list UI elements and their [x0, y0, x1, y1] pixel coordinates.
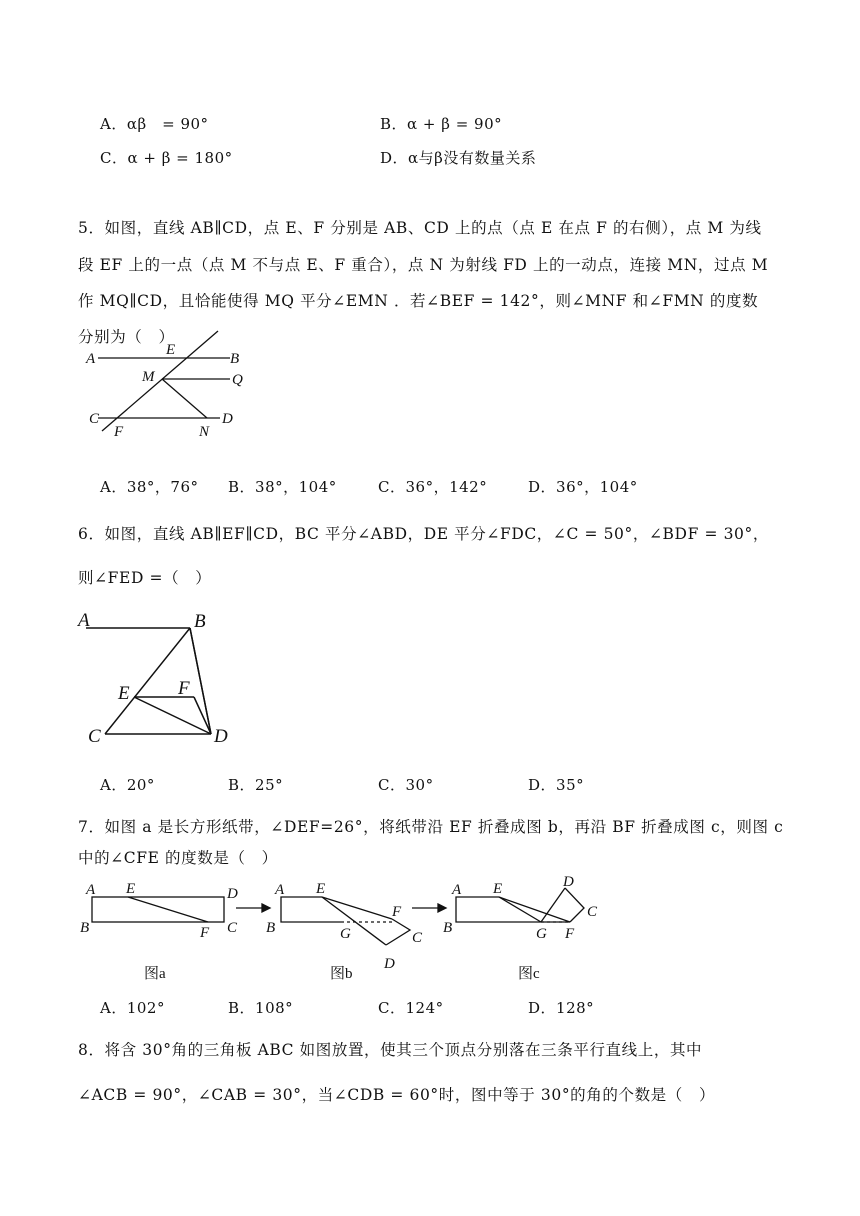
q5-option-a: A．38°，76° — [100, 478, 199, 496]
q5-stem-line-1: 5．如图，直线 AB∥CD，点 E、F 分别是 AB、CD 上的点（点 E 在点 F 的右侧），点 M 为线 — [78, 219, 762, 237]
q5-stem-line-4: 分别为（ ） — [78, 328, 175, 346]
q7a-label-e: E — [126, 881, 136, 897]
q5-stem-line-2: 段 EF 上的一点（点 M 不与点 E、F 重合），点 N 为射线 FD 上的一动点，连接 MN，过点 M — [78, 256, 769, 274]
q7-option-d: D．128° — [528, 999, 595, 1017]
q5-option-d: D．36°，104° — [528, 478, 638, 496]
q6-label-d: D — [214, 726, 228, 747]
q7b-label-c: C — [412, 930, 423, 946]
q6-label-c: C — [88, 726, 101, 747]
q7c-label-g: G — [536, 926, 547, 942]
q7-option-a: A．102° — [100, 999, 165, 1017]
q4-option-c: C．α + β = 180° — [100, 149, 233, 167]
q7c-label-c: C — [587, 904, 598, 920]
q4-option-b: B．α + β = 90° — [380, 115, 503, 133]
q7b-label-e: E — [316, 881, 326, 897]
q7-stem-line-2: 中的∠CFE 的度数是（ ） — [78, 849, 278, 867]
q6-option-c: C．30° — [378, 776, 434, 794]
q6-label-a: A — [78, 610, 90, 631]
q7-caption-a: 图a — [144, 966, 166, 982]
q5-label-m: M — [142, 369, 155, 385]
q8-stem-line-1: 8．将含 30°角的三角板 ABC 如图放置，使其三个顶点分别落在三条平行直线上，其中 — [78, 1041, 703, 1059]
q7a-label-a: A — [86, 882, 96, 898]
q5-label-q: Q — [232, 372, 243, 388]
q7b-label-d: D — [384, 956, 395, 972]
q4-option-a: A．αβ = 90° — [100, 115, 209, 133]
q7-option-b: B．108° — [228, 999, 294, 1017]
q6-option-a: A．20° — [100, 776, 155, 794]
q7a-label-f: F — [200, 925, 210, 941]
q5-label-c: C — [89, 411, 100, 427]
q6-option-b: B．25° — [228, 776, 284, 794]
q4-option-d: D．α与β没有数量关系 — [380, 149, 537, 167]
q7-caption-b: 图b — [330, 966, 353, 982]
q7-option-c: C．124° — [378, 999, 444, 1017]
q8-stem-line-2: ∠ACB = 90°，∠CAB = 30°，当∠CDB = 60°时，图中等于 30°的角的个数是（ ） — [78, 1086, 716, 1104]
q5-label-e: E — [166, 342, 176, 358]
q5-label-n: N — [199, 424, 210, 438]
q7c-label-f: F — [565, 926, 575, 942]
q6-figure — [74, 605, 244, 750]
q6-stem-line-2: 则∠FED =（ ） — [78, 569, 212, 587]
q7b-label-a: A — [275, 882, 285, 898]
q5-label-a: A — [86, 351, 96, 367]
q5-label-b: B — [230, 351, 240, 367]
q5-option-c: C．36°，142° — [378, 478, 488, 496]
q7c-label-d: D — [563, 874, 574, 890]
q5-stem-line-3: 作 MQ∥CD，且恰能使得 MQ 平分∠EMN ．若∠BEF = 142°，则∠MNF 和∠FMN 的度数 — [78, 292, 759, 310]
q7b-label-g: G — [340, 926, 351, 942]
q7b-label-f: F — [392, 904, 402, 920]
q6-label-e: E — [118, 683, 130, 704]
q7-caption-c: 图c — [518, 966, 540, 982]
q7a-label-c: C — [227, 920, 238, 936]
q7a-label-b: B — [80, 920, 90, 936]
q6-label-f: F — [178, 678, 190, 699]
q5-figure — [80, 328, 260, 438]
q6-option-d: D．35° — [528, 776, 585, 794]
q7c-label-a: A — [452, 882, 462, 898]
q7a-label-d: D — [227, 886, 238, 902]
q6-label-b: B — [194, 611, 206, 632]
q7c-label-b: B — [443, 920, 453, 936]
q5-option-b: B．38°，104° — [228, 478, 337, 496]
q5-label-f: F — [114, 424, 124, 438]
q7-stem-line-1: 7．如图 a 是长方形纸带，∠DEF=26°，将纸带沿 EF 折叠成图 b，再沿 BF 折叠成图 c，则图 c — [78, 818, 784, 836]
q5-label-d: D — [222, 411, 233, 427]
q6-stem-line-1: 6．如图，直线 AB∥EF∥CD，BC 平分∠ABD，DE 平分∠FDC，∠C = 50°，∠BDF = 30°， — [78, 525, 769, 543]
q7b-label-b: B — [266, 920, 276, 936]
q7c-label-e: E — [493, 881, 503, 897]
